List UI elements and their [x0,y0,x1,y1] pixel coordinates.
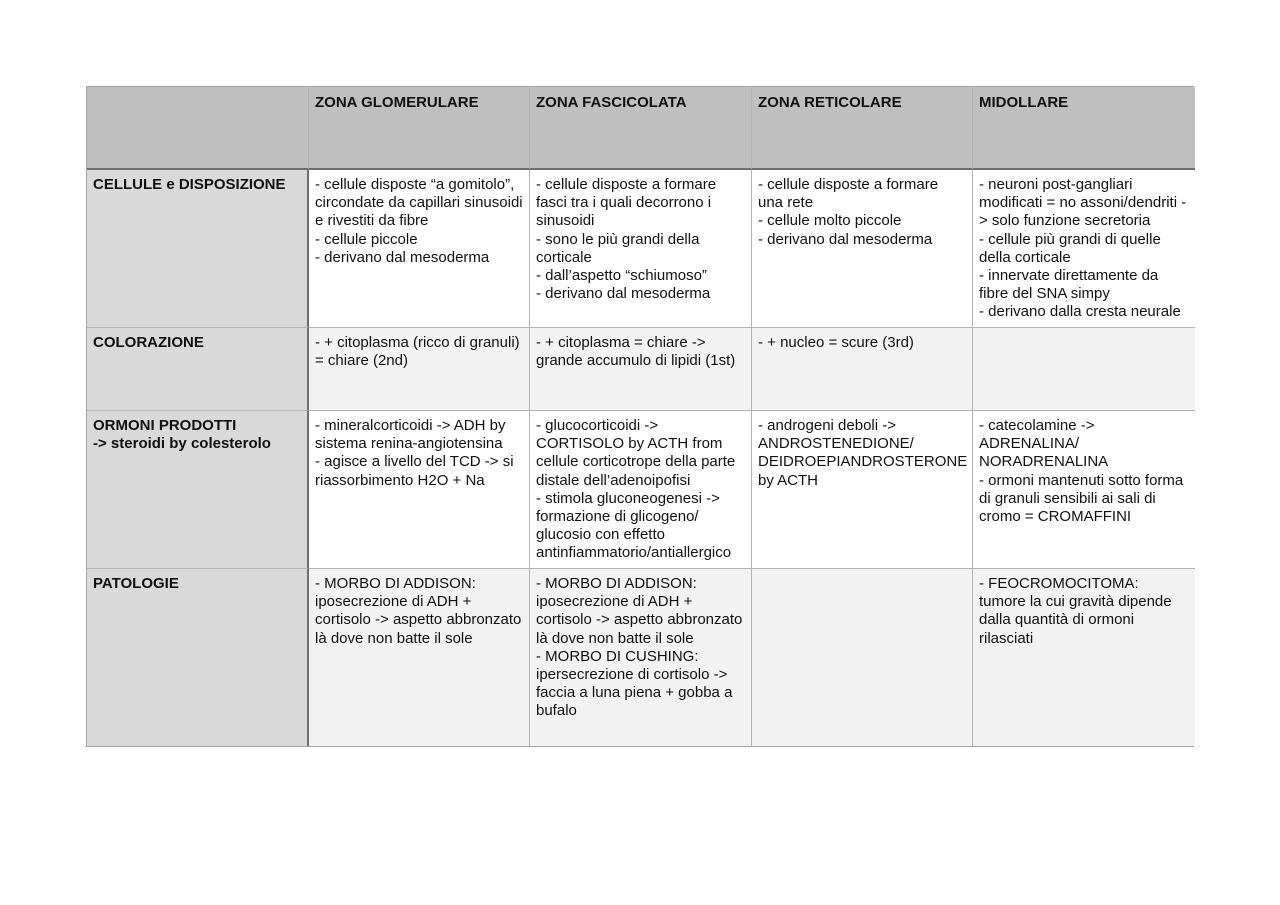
adrenal-comparison-table [86,86,1194,747]
cell-ormoni-fascicolata: - glucocorticoidi -> CORTISOLO by ACTH from cellule corticotrope della parte distale dell’adenoipofisi - stimola gluconeogenesi -> formazione di glicogeno/ glucosio con effetto antinfiammatorio/antiallergico [530,411,752,569]
header-zona-reticolare: ZONA RETICOLARE [752,87,973,170]
header-corner-cell [87,87,309,170]
cell-patologie-glomerulare: - MORBO DI ADDISON: iposecrezione di ADH + cortisolo -> aspetto abbronzato là dove non batte il sole [309,569,530,746]
cell-patologie-midollare: - FEOCROMOCITOMA: tumore la cui gravità dipende dalla quantità di ormoni rilasciati [973,569,1195,746]
cell-colorazione-reticolare: - + nucleo = scure (3rd) [752,328,973,411]
header-zona-glomerulare: ZONA GLOMERULARE [309,87,530,170]
row-label-cellule: CELLULE e DISPOSIZIONE [87,170,309,328]
cell-colorazione-glomerulare: - + citoplasma (ricco di granuli) = chiare (2nd) [309,328,530,411]
row-label-colorazione: COLORAZIONE [87,328,309,411]
cell-cellule-midollare: - neuroni post-gangliari modificati = no assoni/dendriti -> solo funzione secretoria - cellule più grandi di quelle della corticale - innervate direttamente da fibre del SNA simpy - derivano dalla cresta neurale [973,170,1195,328]
row-label-patologie: PATOLOGIE [87,569,309,746]
cell-cellule-reticolare: - cellule disposte a formare una rete - cellule molto piccole - derivano dal mesoderma [752,170,973,328]
cell-colorazione-midollare [973,328,1195,411]
header-midollare: MIDOLLARE [973,87,1195,170]
cell-ormoni-glomerulare: - mineralcorticoidi -> ADH by sistema renina-angiotensina - agisce a livello del TCD -> si riassorbimento H2O + Na [309,411,530,569]
cell-cellule-glomerulare: - cellule disposte “a gomitolo”, circondate da capillari sinusoidi e rivestiti da fibre - cellule piccole - derivano dal mesoderma [309,170,530,328]
cell-cellule-fascicolata: - cellule disposte a formare fasci tra i quali decorrono i sinusoidi - sono le più grandi della corticale - dall’aspetto “schiumoso” - derivano dal mesoderma [530,170,752,328]
cell-colorazione-fascicolata: - + citoplasma = chiare -> grande accumulo di lipidi (1st) [530,328,752,411]
row-label-ormoni: ORMONI PRODOTTI -> steroidi by colesterolo [87,411,309,569]
cell-patologie-fascicolata: - MORBO DI ADDISON: iposecrezione di ADH + cortisolo -> aspetto abbronzato là dove non batte il sole - MORBO DI CUSHING: ipersecrezione di cortisolo -> faccia a luna piena + gobba a bufalo [530,569,752,746]
cell-patologie-reticolare [752,569,973,746]
header-zona-fascicolata: ZONA FASCICOLATA [530,87,752,170]
cell-ormoni-midollare: - catecolamine -> ADRENALINA/ NORADRENALINA - ormoni mantenuti sotto forma di granuli sensibili ai sali di cromo = CROMAFFINI [973,411,1195,569]
cell-ormoni-reticolare: - androgeni deboli -> ANDROSTENEDIONE/ DEIDROEPIANDROSTERONE by ACTH [752,411,973,569]
